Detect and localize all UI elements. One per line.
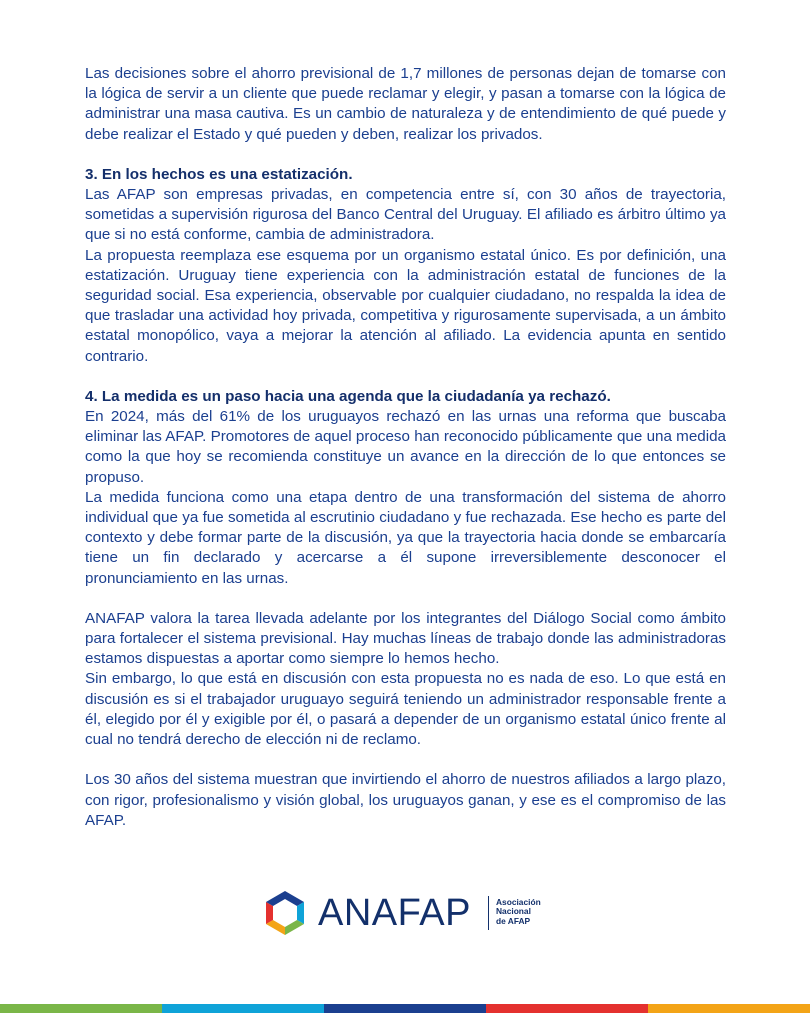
paragraph-anafap-1: ANAFAP valora la tarea llevada adelante por los integrantes del Diálogo Social como ámbito para fortalecer el sistema previsional. Hay muchas líneas de trabajo donde las administradoras estamos dispuestas a aportar como siempre lo hemos hecho.	[85, 609, 726, 668]
logo-subtitle	[496, 898, 541, 926]
footer-bar-cyan	[162, 1004, 324, 1013]
section-3-title: 3. En los hechos es una estatización.	[85, 165, 353, 183]
paragraph-closing: Los 30 años del sistema muestran que invirtiendo el ahorro de nuestros afiliados a largo plazo, con rigor, profesionalismo y visión global, los uruguayos ganan, y ese es el compromiso de las AFAP.	[85, 771, 726, 829]
anafap-hexagon-icon	[262, 890, 308, 936]
footer-color-bar	[0, 1004, 810, 1013]
section-3-paragraph-1: Las AFAP son empresas privadas, en competencia entre sí, con 30 años de trayectoria, sometidas a supervisión rigurosa del Banco Central del Uruguay. El afiliado es árbitro último ya que si no está conforme, cambia de administradora.	[85, 186, 726, 244]
document-body	[85, 64, 726, 831]
logo-divider	[488, 896, 489, 930]
logo-subtitle-line-2: Nacional	[496, 906, 531, 917]
footer-bar-orange	[648, 1004, 810, 1013]
footer-bar-green	[0, 1004, 162, 1013]
section-3-paragraph-2: La propuesta reemplaza ese esquema por un organismo estatal único. Es por definición, una estatización. Uruguay tiene experiencia con la administración estatal de funciones de la seguridad social. Esa experiencia, observable por cualquier ciudadano, no respalda la idea de que trasladar una actividad hoy privada, competitiva y rigurosamente supervisada, a un ámbito estatal monopólico, vaya a mejorar la atención al afiliado. La evidencia apunta en sentido contrario.	[85, 246, 726, 365]
section-4-title: 4. La medida es un paso hacia una agenda que la ciudadanía ya rechazó.	[85, 387, 611, 405]
footer-bar-navy	[324, 1004, 486, 1013]
footer-bar-red	[486, 1004, 648, 1013]
paragraph-intro: Las decisiones sobre el ahorro previsional de 1,7 millones de personas dejan de tomarse con la lógica de servir a un cliente que puede reclamar y elegir, y pasan a tomarse con la lógica de administrar una masa cautiva. Es un cambio de naturaleza y de entendimiento de qué puede y debe realizar el Estado y qué pueden y deben, realizar los privados.	[85, 65, 726, 143]
section-4-paragraph-1: En 2024, más del 61% de los uruguayos rechazó en las urnas una reforma que buscaba eliminar las AFAP. Promotores de aquel proceso han reconocido públicamente que una medida como la que hoy se recomienda constituye un avance en la dirección de lo que entonces se propuso.	[85, 408, 726, 486]
logo-subtitle-line-1: Asociación	[496, 897, 541, 907]
section-4-paragraph-2: La medida funciona como una etapa dentro de una transformación del sistema de ahorro individual que ya fue sometida al escrutinio ciudadano y fue rechazada. Ese hecho es parte del contexto y debe formar parte de la discusión, ya que la trayectoria hacia donde se embarcaría tiene un fin declarado y acercarse a él supone irreversiblemente desconocer el pronunciamiento en las urnas.	[85, 488, 726, 587]
logo-wordmark: ANAFAP	[318, 892, 471, 934]
logo-subtitle-line-3: de AFAP	[496, 915, 531, 926]
paragraph-anafap-2: Sin embargo, lo que está en discusión con esta propuesta no es nada de eso. Lo que está en discusión es si el trabajador uruguayo seguirá teniendo un administrador responsable frente a él, elegido por él y exigible por él, o pasará a depender de un organismo estatal único frente al cual no tendrá derecho de elección ni de reclamo.	[85, 670, 726, 749]
